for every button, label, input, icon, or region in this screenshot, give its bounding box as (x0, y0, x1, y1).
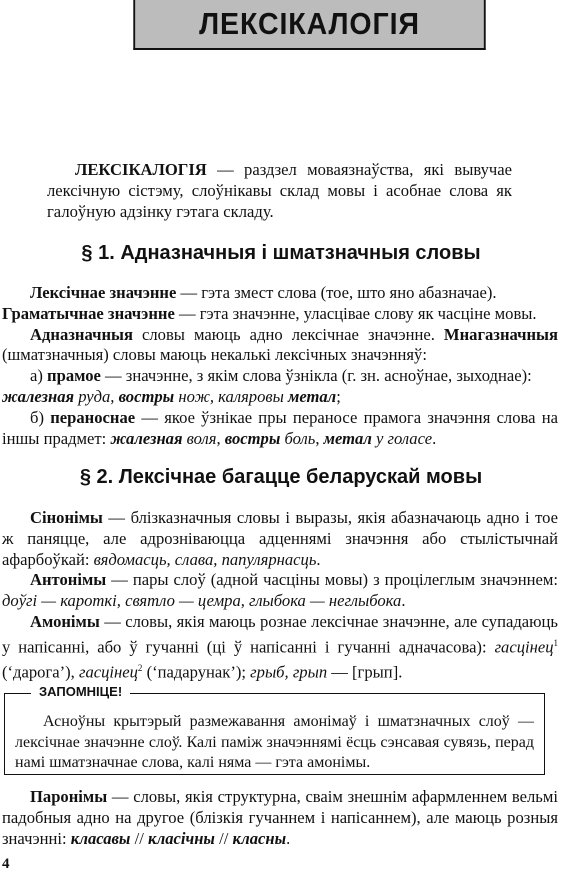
example-text: доўгі — кароткі, святло — цемра, глыбока — неглыбока (2, 591, 402, 611)
list-marker: б) (30, 407, 51, 427)
example-bold: жалезная (2, 386, 75, 406)
term-homonyms: Амонімы (30, 611, 100, 631)
gloss-text: (‘падарунак’); (142, 662, 251, 682)
example-bold: метал (323, 428, 372, 448)
definition-text: — значэнне, з якім слова ўзнікла (г. зн. асноўнае, зыходнае): (100, 366, 532, 386)
punctuation: . (401, 591, 406, 611)
term-antonyms: Антонімы (30, 570, 107, 590)
section1-body (2, 283, 558, 449)
section2-body (2, 508, 558, 683)
paragraph-direct-meaning (2, 366, 558, 408)
definition-text: — словы, якія структурна, сваім знешнім афармленнем вельмі падобныя адно на другое (блізкія гучаннем і напісаннем), але маюць розныя значэнні: (2, 787, 558, 848)
term-lexical-meaning: Лексічнае значэнне (30, 283, 177, 302)
punctuation: , (216, 428, 225, 448)
list-marker: а) (30, 366, 48, 386)
page-header (133, 0, 485, 50)
paragraph-polysemy (2, 325, 558, 367)
punctuation: ; (336, 386, 341, 406)
term-polysemous: Мнагазначныя (443, 324, 558, 344)
example-text: у голасе (371, 428, 433, 448)
example-text: нож, каляровы (174, 386, 288, 406)
example-bold: класічны (147, 828, 215, 848)
definition-text: — якое ўзнікае пры пераносе прамога значэння слова на іншы прадмет: (2, 407, 558, 448)
definition-text: — блізказначныя словы і выразы, якія абазначаюць адно і тое ж паняцце, але адрозніваюцца адценнямі значэння або стылістычнай афарбоўкай: (2, 508, 558, 569)
superscript-index: 2 (137, 663, 143, 674)
page-number: 4 (2, 856, 10, 872)
term-monosemous: Адназначныя (30, 324, 133, 344)
paragraph-figurative-meaning (2, 408, 558, 450)
punctuation: , (315, 428, 324, 448)
definition-text: словы маюць адно лексічнае значэнне. (132, 324, 444, 344)
term-synonyms: Сінонімы (30, 508, 103, 527)
separator: // (214, 828, 233, 848)
example-bold: класавы (70, 828, 131, 848)
punctuation: . (286, 828, 291, 848)
example-text: вядомасць, слава, папулярнасць (93, 549, 317, 569)
example-text: воля (182, 428, 217, 448)
example-bold: востры (224, 428, 281, 448)
intro-paragraph (47, 160, 512, 222)
definition-text: — гэта значэнне, уласцівае слову як часціне мовы. (174, 303, 537, 323)
intro-term: ЛЕКСІКАЛОГІЯ (75, 160, 207, 179)
remember-text: Асноўны крытэрый размежавання амонімаў і шматзначных слоў — лексічнае значэнне слоў. Калі паміж значэннямі ёсць сэнсавая сувязь, перад намі шматзначнае слова, калі няма — гэта амонімы. (15, 713, 534, 771)
term-figurative: пераноснае (50, 407, 136, 427)
definition-text: — словы, якія маюць рознае лексічнае значэнне, але супадаюць у напісанні, або ў гучанні (ці ў напісанні і гучанні адначасова): (2, 611, 558, 657)
example-text: гасцінец (78, 662, 138, 682)
term-paronyms: Паронімы (30, 787, 108, 806)
definition-text: (шматзначныя) словы маюць некалькі лексічных значэнняў: (2, 345, 427, 365)
definition-text: — гэта змест слова (тое, што яно абазначае). (176, 283, 497, 302)
separator: // (130, 828, 148, 848)
term-grammatical-meaning: Граматычнае значэнне (2, 303, 175, 323)
punctuation: . (316, 549, 321, 569)
transcription-text: — [грып]. (327, 662, 403, 682)
example-bold: класны (232, 828, 287, 848)
punctuation: . (432, 428, 437, 448)
remember-box (4, 684, 545, 775)
example-bold: жалезная (110, 428, 183, 448)
example-bold: метал (287, 386, 337, 406)
section2-title: § 2. Лексічнае багацце беларускай мовы (79, 466, 483, 488)
paragraph-grammatical-meaning (2, 304, 558, 325)
paragraph-antonyms (2, 570, 558, 612)
paragraph-synonyms (2, 508, 558, 570)
example-bold: востры (118, 386, 175, 406)
gloss-text: (‘дарога’), (2, 662, 79, 682)
header-title: ЛЕКСІКАЛОГІЯ (199, 6, 420, 41)
section1-title: § 1. Адназначныя і шматзначныя словы (81, 242, 481, 264)
intro-text: — раздзел моваязнаўства, які вывучае лексічную сістэму, слоўнікавы склад мовы і асобнае слова як галоўную адзінку гэтага складу. (47, 160, 512, 221)
term-direct: прамое (47, 366, 101, 386)
paronyms-paragraph (2, 787, 558, 849)
paragraph-lexical-meaning (2, 283, 558, 304)
example-text: руда, (74, 386, 119, 406)
superscript-index: 1 (553, 637, 558, 648)
example-text: грыб, грып (250, 662, 328, 682)
paragraph-homonyms (2, 612, 558, 683)
example-text: гасцінец (494, 637, 554, 657)
remember-label: ЗАПОМНІЦЕ! (31, 684, 130, 699)
example-text: боль (280, 428, 316, 448)
definition-text: — пары слоў (адной часціны мовы) з процілеглым значэннем: (106, 570, 558, 590)
